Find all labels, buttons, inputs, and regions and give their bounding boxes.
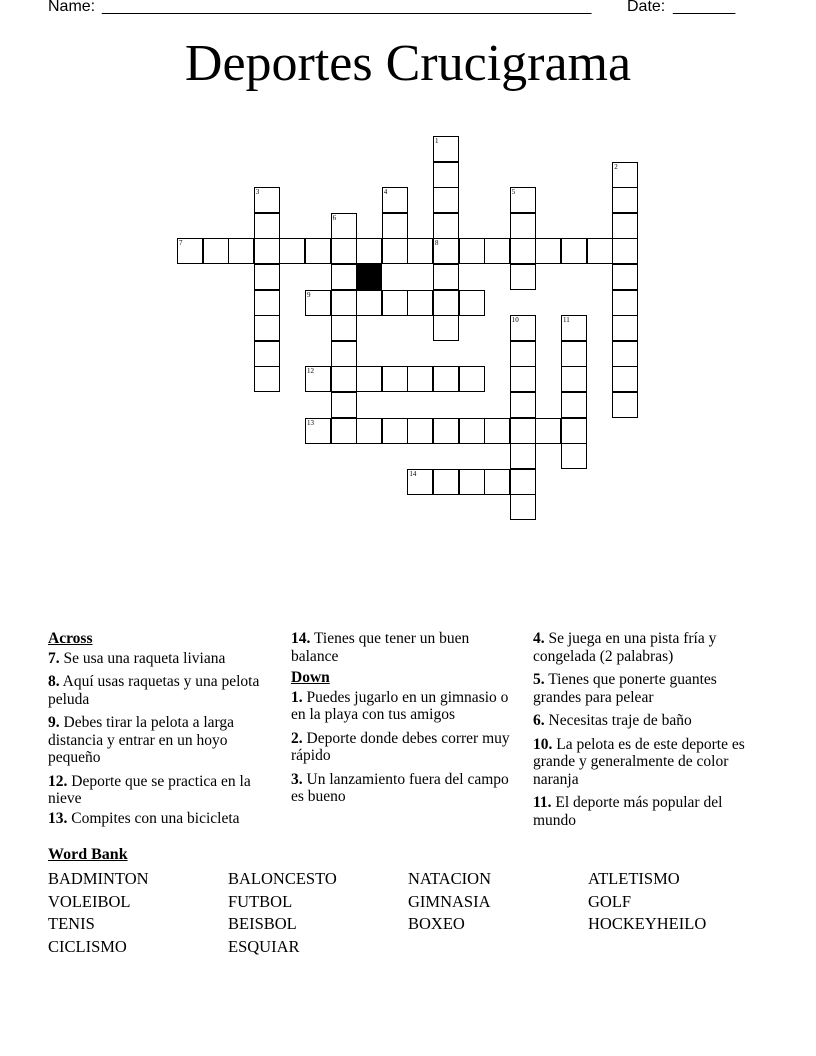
clue-down-4: 4. Se juega en una pista fría y congelada (2 palabras) (533, 630, 717, 665)
grid-cell[interactable] (407, 418, 433, 444)
grid-cell[interactable] (612, 290, 638, 316)
grid-cell[interactable] (382, 187, 408, 213)
grid-cell[interactable] (433, 366, 459, 392)
grid-cell[interactable] (407, 290, 433, 316)
word-bank-item: BALONCESTO (228, 869, 337, 888)
grid-cell[interactable] (612, 366, 638, 392)
grid-cell-number: 2 (614, 162, 618, 171)
grid-cell[interactable] (331, 341, 357, 367)
grid-cell[interactable] (356, 418, 382, 444)
grid-cell-number: 14 (409, 469, 417, 478)
grid-cell[interactable] (433, 162, 459, 188)
grid-cell[interactable] (459, 290, 485, 316)
grid-cell[interactable] (612, 213, 638, 239)
across-heading: Across (48, 630, 93, 647)
grid-cell[interactable] (561, 392, 587, 418)
grid-cell[interactable] (433, 136, 459, 162)
grid-cell[interactable] (356, 290, 382, 316)
grid-cell[interactable] (331, 264, 357, 290)
grid-cell[interactable] (331, 315, 357, 341)
grid-cell[interactable] (561, 341, 587, 367)
grid-cell[interactable] (612, 162, 638, 188)
grid-cell[interactable] (433, 469, 459, 495)
word-bank-item: BEISBOL (228, 914, 297, 934)
grid-cell[interactable] (331, 290, 357, 316)
grid-cell[interactable] (254, 187, 280, 213)
grid-cell[interactable] (331, 418, 357, 444)
grid-cell[interactable] (407, 469, 433, 495)
grid-cell[interactable] (561, 366, 587, 392)
grid-cell[interactable] (510, 494, 536, 520)
grid-cell[interactable] (407, 366, 433, 392)
grid-cell[interactable] (510, 315, 536, 341)
clue-down-11: 11. El deporte más popular del mundo (533, 794, 723, 829)
date-label: Date: (627, 0, 666, 15)
clues-column-3 (533, 630, 763, 835)
word-bank-item: ESQUIAR (228, 937, 300, 957)
word-bank-item: FUTBOL (228, 891, 293, 911)
word-bank-item: ATLETISMO (588, 869, 680, 888)
grid-cell[interactable] (459, 366, 485, 392)
grid-cell[interactable] (433, 213, 459, 239)
grid-cell[interactable] (459, 469, 485, 495)
clue-across-9: 9. Debes tirar la pelota a larga distancia y entrar en un hoyo pequeño (48, 714, 235, 766)
word-bank-item: NATACION (408, 869, 492, 888)
grid-cell[interactable] (535, 238, 561, 264)
grid-cell[interactable] (510, 341, 536, 367)
word-bank-item: BOXEO (408, 914, 465, 934)
grid-cell[interactable] (510, 213, 536, 239)
grid-cell[interactable] (510, 469, 536, 495)
grid-cell[interactable] (484, 238, 510, 264)
grid-cell-number: 10 (511, 316, 519, 325)
clue-down-6: 6. Necesitas traje de baño (533, 712, 692, 729)
grid-cell[interactable] (382, 366, 408, 392)
word-bank-item: BADMINTON (48, 869, 149, 888)
grid-cell[interactable] (561, 418, 587, 444)
grid-cell[interactable] (254, 264, 280, 290)
grid-cell[interactable] (254, 341, 280, 367)
grid-cell[interactable] (382, 213, 408, 239)
word-bank-item: VOLEIBOL (48, 891, 131, 911)
grid-cell[interactable] (254, 238, 280, 264)
grid-cell[interactable] (535, 418, 561, 444)
grid-cell[interactable] (331, 213, 357, 239)
grid-cell-number: 1 (435, 137, 439, 145)
name-label: Name: (48, 0, 96, 15)
grid-cell[interactable] (484, 418, 510, 444)
clue-across-8: 8. Aquí usas raquetas y una pelota peluda (48, 673, 260, 708)
clue-down-3: 3. Un lanzamiento fuera del campo es bueno (291, 770, 509, 805)
grid-cell-number: 11 (563, 316, 570, 325)
grid-cell[interactable] (561, 443, 587, 469)
word-bank-item: HOCKEYHEILO (588, 914, 707, 934)
grid-cell-number: 6 (332, 213, 337, 222)
grid-cell[interactable] (305, 418, 331, 444)
grid-cell[interactable] (510, 187, 536, 213)
clue-down-1: 1. Puedes jugarlo en un gimnasio o en la playa con tus amigos (291, 688, 509, 723)
clue-across-14: 14. Tienes que tener un buen balance (291, 630, 470, 665)
grid-cell[interactable] (279, 238, 305, 264)
grid-cell[interactable] (305, 366, 331, 392)
grid-cell-number: 5 (511, 188, 516, 197)
grid-cell[interactable] (510, 418, 536, 444)
grid-cell[interactable] (510, 238, 536, 264)
grid-cell[interactable] (433, 238, 459, 264)
grid-cell[interactable] (305, 290, 331, 316)
grid-cell[interactable] (382, 290, 408, 316)
clue-across-13: 13. Compites con una bicicleta (48, 809, 240, 827)
grid-cell[interactable] (254, 290, 280, 316)
grid-cell[interactable] (356, 366, 382, 392)
grid-cell[interactable] (382, 418, 408, 444)
grid-cell[interactable] (356, 238, 382, 264)
grid-cell[interactable] (254, 315, 280, 341)
grid-cell-number: 4 (383, 188, 388, 197)
grid-cell[interactable] (612, 238, 638, 264)
clue-across-12: 12. Deporte que se practica en la nieve (48, 772, 251, 807)
grid-cell[interactable] (203, 238, 229, 264)
word-bank-heading: Word Bank (48, 846, 128, 863)
grid-cell[interactable] (228, 238, 254, 264)
grid-cell-number: 13 (307, 418, 314, 427)
grid-cell[interactable] (612, 392, 638, 418)
grid-cell[interactable] (612, 315, 638, 341)
grid-cell[interactable] (433, 290, 459, 316)
clues-column-1 (48, 630, 273, 833)
date-line[interactable]: _______ (673, 0, 736, 15)
clue-down-2: 2. Deporte donde debes correr muy rápido (291, 729, 510, 764)
grid-cell-number: 12 (307, 367, 314, 376)
grid-cell[interactable] (433, 264, 459, 290)
grid-cell[interactable] (433, 187, 459, 213)
word-bank-item: CICLISMO (48, 937, 127, 957)
clues-column-2 (291, 630, 516, 812)
grid-cell-number: 8 (435, 239, 439, 248)
grid-cell[interactable] (177, 238, 203, 264)
grid-cell[interactable] (612, 187, 638, 213)
grid-cell[interactable] (382, 238, 408, 264)
word-bank-item: GIMNASIA (408, 891, 491, 911)
grid-cell[interactable] (510, 392, 536, 418)
grid-cell[interactable] (587, 238, 613, 264)
grid-cell[interactable] (433, 418, 459, 444)
grid-cell-number: 7 (179, 239, 183, 248)
grid-cell-number: 9 (307, 290, 311, 299)
page-title: Deportes Crucigrama (184, 35, 632, 92)
word-bank-item: TENIS (48, 914, 95, 934)
grid-cell[interactable] (561, 238, 587, 264)
word-bank-item: GOLF (588, 891, 632, 911)
grid-cell[interactable] (459, 418, 485, 444)
clue-across-7: 7. Se usa una raqueta liviana (48, 649, 226, 667)
grid-cell[interactable] (612, 341, 638, 367)
grid-cell[interactable] (331, 366, 357, 392)
grid-cell[interactable] (254, 213, 280, 239)
grid-cell[interactable] (331, 238, 357, 264)
grid-cell[interactable] (484, 469, 510, 495)
grid-cell[interactable] (305, 238, 331, 264)
grid-cell[interactable] (331, 392, 357, 418)
grid-cell[interactable] (254, 366, 280, 392)
clue-down-10: 10. La pelota es de este deporte es grande y generalmente de color naranja (533, 735, 745, 788)
grid-black-cell (356, 264, 382, 290)
clue-down-5: 5. Tienes que ponerte guantes grandes para pelear (533, 671, 717, 706)
grid-cell[interactable] (612, 264, 638, 290)
grid-cell[interactable] (510, 443, 536, 469)
grid-cell[interactable] (561, 315, 587, 341)
grid-cell[interactable] (433, 315, 459, 341)
grid-cell[interactable] (510, 264, 536, 290)
grid-cell[interactable] (459, 238, 485, 264)
down-heading: Down (291, 669, 330, 686)
grid-cell[interactable] (510, 366, 536, 392)
grid-cell-number: 3 (255, 188, 260, 197)
name-line[interactable]: _______________________________________________________ (102, 0, 592, 15)
grid-cell[interactable] (407, 238, 433, 264)
